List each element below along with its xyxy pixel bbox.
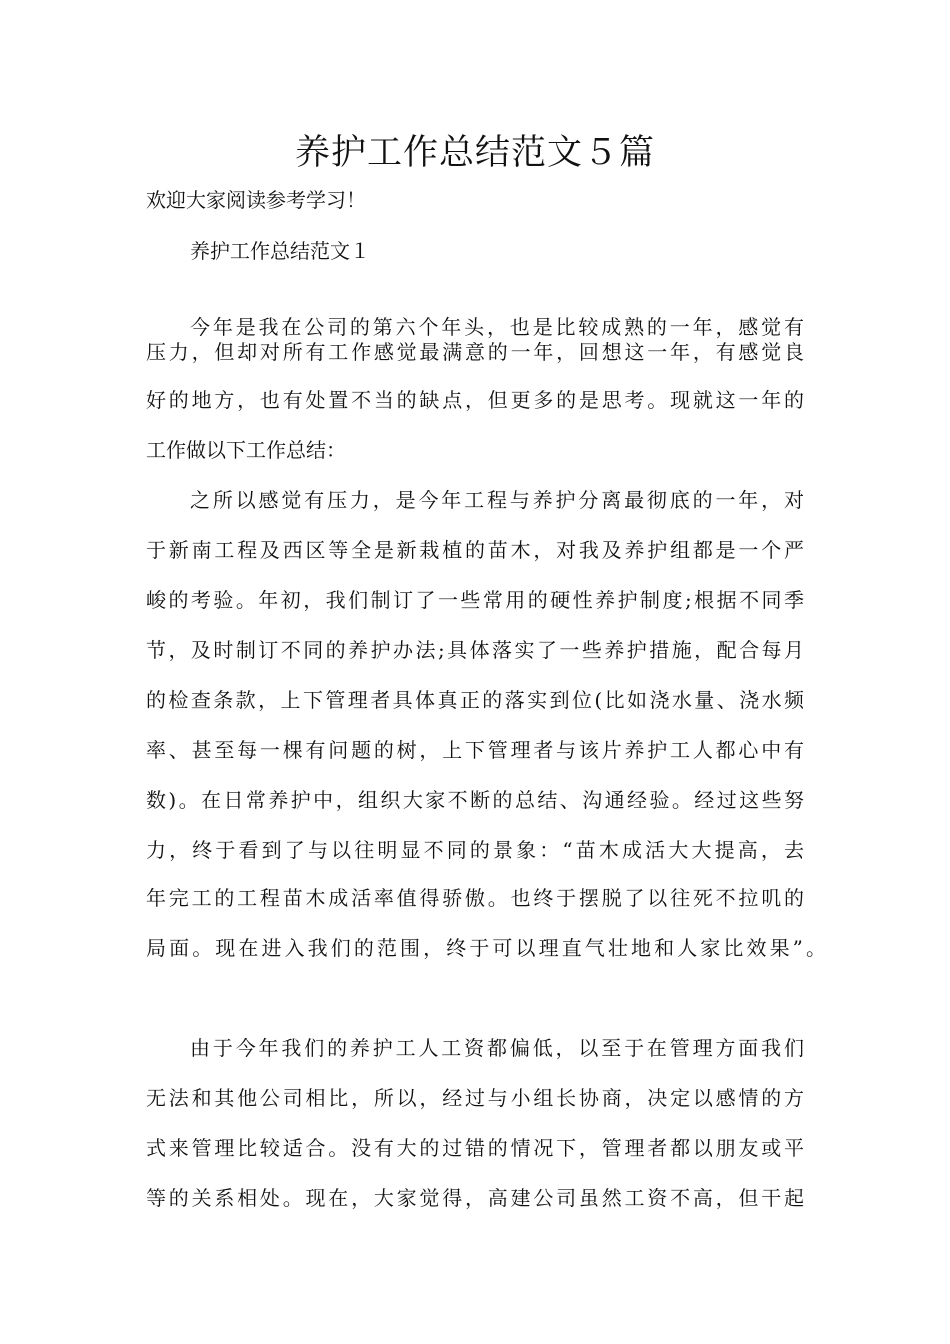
- paragraph-line: 峻的考验。年初，我们制订了一些常用的硬性养护制度;根据不同季: [146, 588, 804, 612]
- section-heading: 养护工作总结范文１: [190, 239, 370, 263]
- paragraph-line: 无法和其他公司相比，所以，经过与小组长协商，决定以感情的方: [146, 1086, 804, 1110]
- paragraph-line: 压力，但却对所有工作感觉最满意的一年，回想这一年，有感觉良: [146, 340, 804, 364]
- paragraph-line: 之所以感觉有压力，是今年工程与养护分离最彻底的一年，对: [190, 488, 804, 512]
- paragraph-line: 年完工的工程苗木成活率值得骄傲。也终于摆脱了以往死不拉叽的: [146, 886, 804, 910]
- paragraph-line: 力，终于看到了与以往明显不同的景象：“苗木成活大大提高，去: [146, 838, 804, 862]
- paragraph-line: 于新南工程及西区等全是新栽植的苗木，对我及养护组都是一个严: [146, 538, 804, 562]
- paragraph-line: 今年是我在公司的第六个年头，也是比较成熟的一年，感觉有: [190, 315, 804, 339]
- paragraph-line: 好的地方，也有处置不当的缺点，但更多的是思考。现就这一年的: [146, 388, 804, 412]
- paragraph-line: 数)。在日常养护中，组织大家不断的总结、沟通经验。经过这些努: [146, 788, 804, 812]
- paragraph-line: 由于今年我们的养护工人工资都偏低，以至于在管理方面我们: [190, 1036, 804, 1060]
- intro-text: 欢迎大家阅读参考学习！: [146, 188, 366, 212]
- paragraph-line: 等的关系相处。现在，大家觉得，高建公司虽然工资不高，但干起: [146, 1186, 804, 1210]
- document-title: 养护工作总结范文５篇: [294, 133, 655, 173]
- paragraph-line: 的检查条款，上下管理者具体真正的落实到位(比如浇水量、浇水频: [146, 688, 804, 712]
- paragraph-line: 式来管理比较适合。没有大的过错的情况下，管理者都以朋友或平: [146, 1136, 804, 1160]
- paragraph-line: 工作做以下工作总结：: [146, 438, 346, 462]
- paragraph-line: 率、甚至每一棵有问题的树，上下管理者与该片养护工人都心中有: [146, 738, 804, 762]
- paragraph-line: 节，及时制订不同的养护办法;具体落实了一些养护措施，配合每月: [146, 638, 804, 662]
- paragraph-line: 局面。现在进入我们的范围，终于可以理直气壮地和人家比效果”。: [146, 936, 826, 960]
